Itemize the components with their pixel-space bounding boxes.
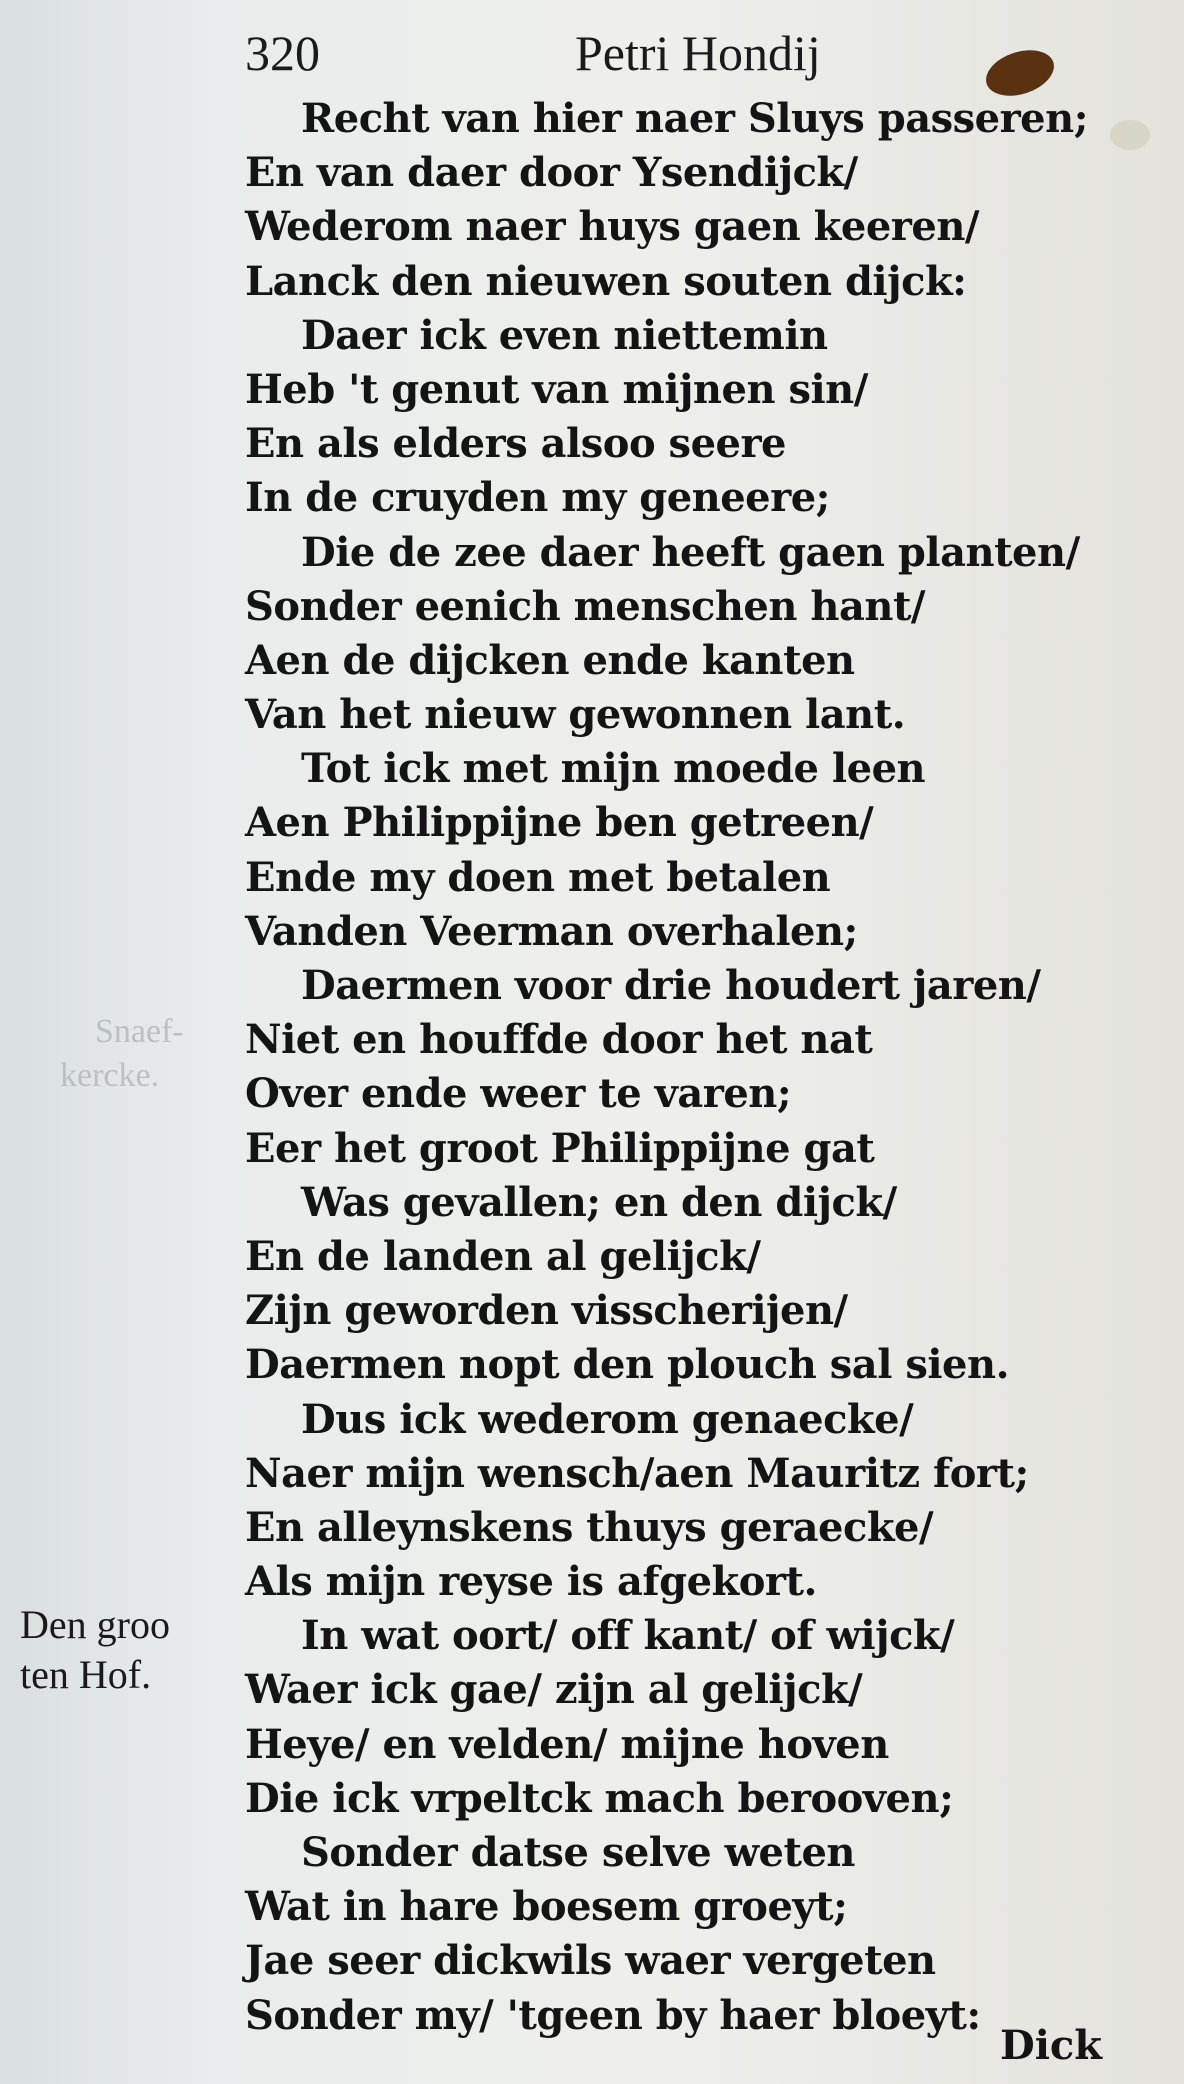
verse-line: Niet en houffde door het nat xyxy=(245,1016,873,1064)
page-header xyxy=(245,18,895,81)
verse-line: Ende my doen met betalen xyxy=(245,853,831,901)
verse-line: Sonder eenich menschen hant/ xyxy=(245,582,926,630)
verse-line: Van het nieuw gewonnen lant. xyxy=(245,691,906,739)
verse-line: Naer mijn wensch/aen Mauritz fort; xyxy=(245,1449,1029,1497)
verse-line: Aen de dijcken ende kanten xyxy=(245,636,855,684)
running-head: Petri Hondij xyxy=(575,25,821,81)
verse-line: Wat in hare boesem groeyt; xyxy=(245,1883,848,1931)
verse-line: In wat oort/ off kant/ of wijck/ xyxy=(301,1612,955,1660)
verse-line: Jae seer dickwils waer vergeten xyxy=(245,1937,936,1985)
verse-line: En van daer door Ysendijck/ xyxy=(245,149,858,197)
verse-line: En de landen al gelijck/ xyxy=(245,1232,761,1280)
verse-line: Dus ick wederom genaecke/ xyxy=(301,1395,914,1443)
poem-body xyxy=(245,92,1165,2043)
verse-line: Eer het groot Philippijne gat xyxy=(245,1124,875,1172)
verse-line: Daer ick even niettemin xyxy=(301,311,828,359)
verse-line: Daermen nopt den plouch sal sien. xyxy=(245,1341,1009,1389)
verse-line: Zijn geworden visscherijen/ xyxy=(245,1287,848,1335)
catchword: Dick xyxy=(1000,2022,1102,2069)
verse-line: Die ick vrpeltck mach berooven; xyxy=(245,1774,954,1822)
margin-note-line: Den groo xyxy=(20,1602,170,1647)
verse-line: Was gevallen; en den dijck/ xyxy=(301,1178,897,1226)
verse-line: En alleynskens thuys geraecke/ xyxy=(245,1503,934,1551)
verse-line: Als mijn reyse is afgekort. xyxy=(245,1558,817,1606)
margin-note-line: ten Hof. xyxy=(20,1652,152,1697)
verse-line: Waer ick gae/ zijn al gelijck/ xyxy=(245,1666,863,1714)
page-number: 320 xyxy=(245,25,320,81)
verse-line: Lanck den nieuwen souten dijck: xyxy=(245,257,967,305)
verse-line: Sonder datse selve weten xyxy=(301,1829,855,1876)
show-through-text: Snaef- kercke. xyxy=(60,1013,184,1094)
verse-line: Heb 't genut van mijnen sin/ xyxy=(245,365,868,413)
verse-line: Die de zee daer heeft gaen planten/ xyxy=(301,528,1080,576)
verse-line: Vanden Veerman overhalen; xyxy=(245,907,858,955)
verse-line: Heye/ en velden/ mijne hoven xyxy=(245,1720,889,1768)
verse-line: Sonder my/ 'tgeen by haer bloeyt: xyxy=(245,1991,981,2039)
margin-note xyxy=(20,1600,230,1700)
verse-line: Tot ick met mijn moede leen xyxy=(301,745,926,793)
verse-line: Daermen voor drie houdert jaren/ xyxy=(301,962,1041,1009)
verse-line: Over ende weer te varen; xyxy=(245,1070,792,1118)
verse-line: In de cruyden my geneere; xyxy=(245,474,830,522)
verse-line: Aen Philippijne ben getreen/ xyxy=(245,799,874,847)
verse-line: En als elders alsoo seere xyxy=(245,420,786,468)
verse-line: Recht van hier naer Sluys passeren; xyxy=(301,95,1088,142)
verse-line: Wederom naer huys gaen keeren/ xyxy=(245,203,980,251)
